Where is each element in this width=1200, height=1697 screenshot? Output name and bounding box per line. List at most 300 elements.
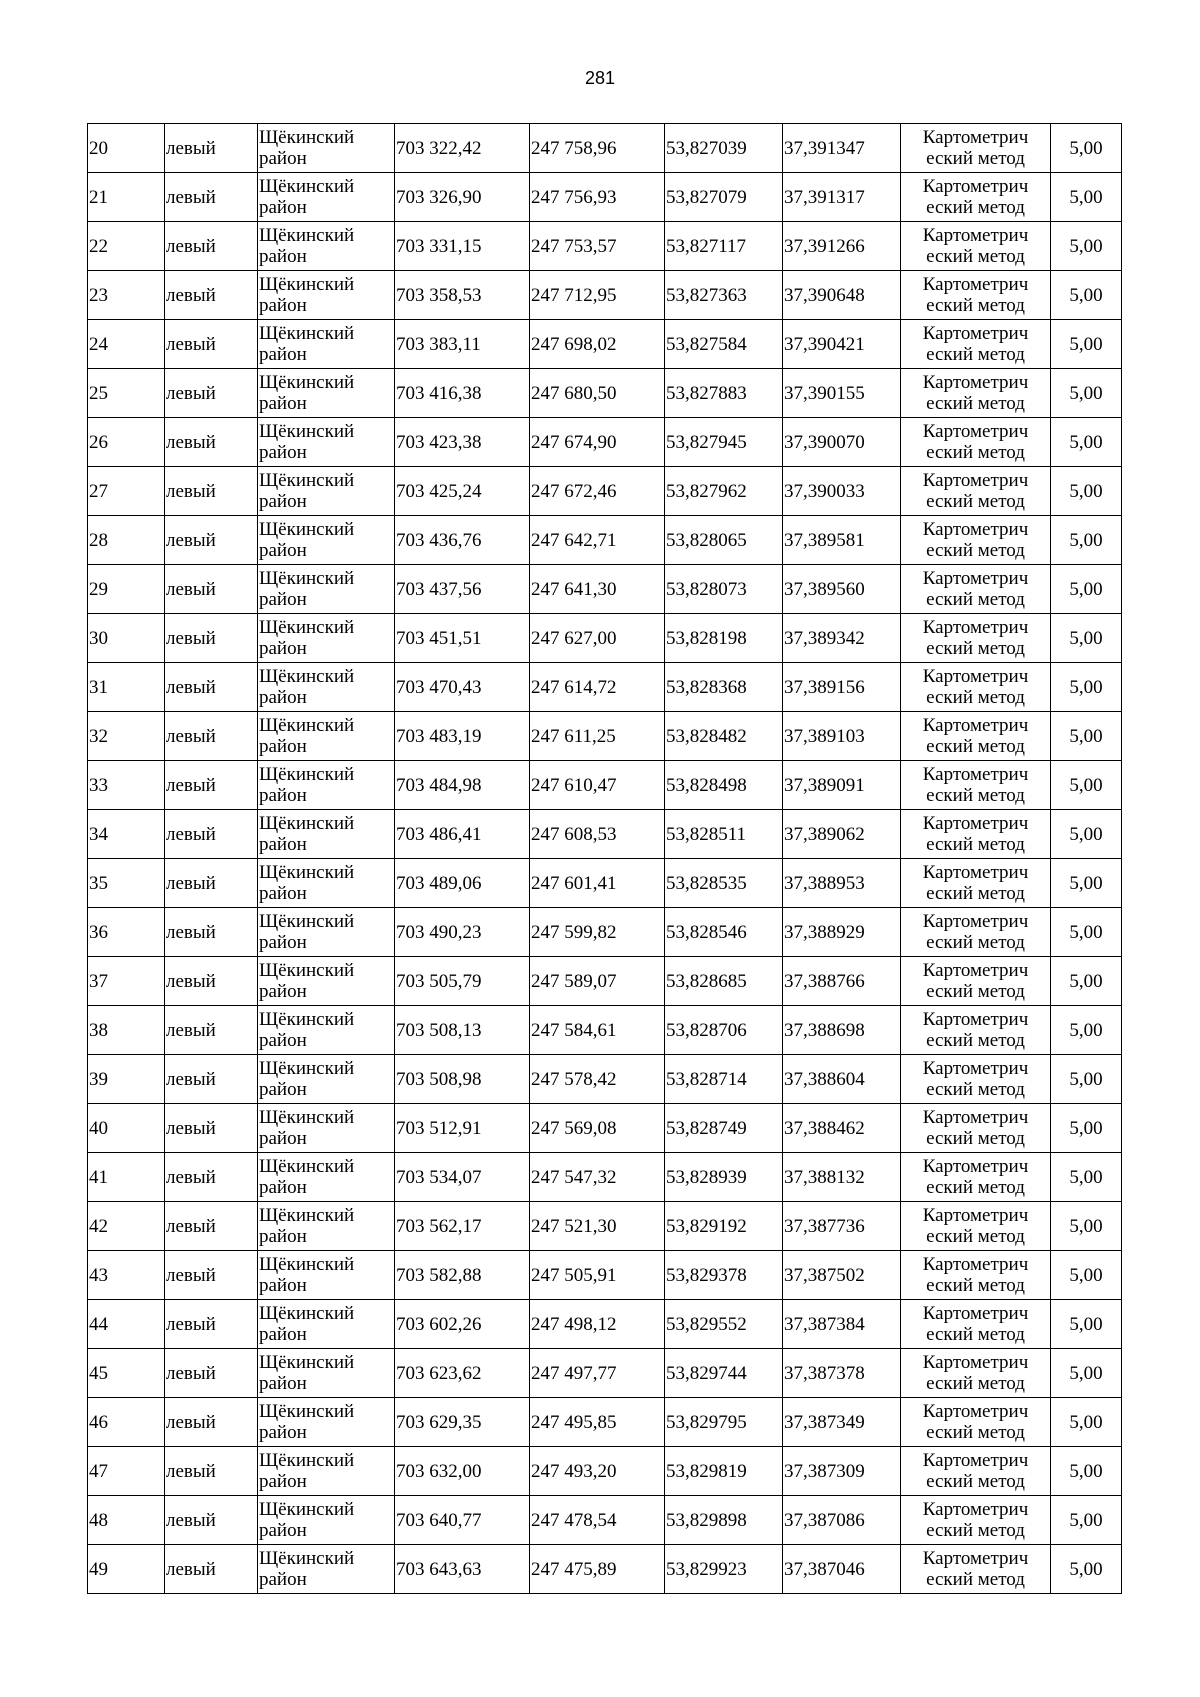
- latitude-cell: 53,829819: [665, 1447, 783, 1496]
- y-coordinate-cell: 247 495,85: [530, 1398, 665, 1447]
- y-coordinate-cell: 247 498,12: [530, 1300, 665, 1349]
- district-line: Щёкинский: [259, 1107, 355, 1128]
- latitude-cell: 53,829923: [665, 1545, 783, 1594]
- district-cell: [258, 761, 395, 810]
- point-number-cell: 21: [88, 173, 165, 222]
- x-coordinate-cell: 703 562,17: [395, 1202, 530, 1251]
- method-line: Картометрич: [922, 1401, 1029, 1422]
- table-row: [88, 1202, 1122, 1251]
- district-line: Щёкинский: [259, 1303, 355, 1324]
- district-line: Щёкинский: [259, 666, 355, 687]
- latitude-cell: 53,828368: [665, 663, 783, 712]
- district-line: Щёкинский: [259, 617, 355, 638]
- accuracy-cell: 5,00: [1051, 1006, 1122, 1055]
- method-line: Картометрич: [922, 1205, 1029, 1226]
- bank-side-cell: левый: [165, 173, 258, 222]
- y-coordinate-cell: 247 642,71: [530, 516, 665, 565]
- longitude-cell: 37,388604: [783, 1055, 901, 1104]
- point-number-cell: 40: [88, 1104, 165, 1153]
- district-cell: [258, 1447, 395, 1496]
- method-line: Картометрич: [922, 1107, 1029, 1128]
- method-cell: [901, 271, 1051, 320]
- table-row: [88, 369, 1122, 418]
- method-line: еский метод: [926, 344, 1025, 365]
- district-line: район: [259, 1128, 307, 1149]
- method-line: Картометрич: [922, 960, 1029, 981]
- longitude-cell: 37,387046: [783, 1545, 901, 1594]
- method-line: Картометрич: [922, 421, 1029, 442]
- accuracy-cell: 5,00: [1051, 761, 1122, 810]
- method-line: еский метод: [926, 1471, 1025, 1492]
- district-line: район: [259, 736, 307, 757]
- y-coordinate-cell: 247 610,47: [530, 761, 665, 810]
- method-line: еский метод: [926, 883, 1025, 904]
- latitude-cell: 53,828939: [665, 1153, 783, 1202]
- bank-side-cell: левый: [165, 516, 258, 565]
- table-row: [88, 467, 1122, 516]
- method-line: еский метод: [926, 1520, 1025, 1541]
- y-coordinate-cell: 247 611,25: [530, 712, 665, 761]
- point-number-cell: 23: [88, 271, 165, 320]
- y-coordinate-cell: 247 547,32: [530, 1153, 665, 1202]
- district-line: Щёкинский: [259, 1499, 355, 1520]
- point-number-cell: 46: [88, 1398, 165, 1447]
- x-coordinate-cell: 703 534,07: [395, 1153, 530, 1202]
- table-body: [88, 124, 1122, 1594]
- y-coordinate-cell: 247 698,02: [530, 320, 665, 369]
- accuracy-cell: 5,00: [1051, 1153, 1122, 1202]
- latitude-cell: 53,827883: [665, 369, 783, 418]
- latitude-cell: 53,828511: [665, 810, 783, 859]
- point-number-cell: 24: [88, 320, 165, 369]
- y-coordinate-cell: 247 578,42: [530, 1055, 665, 1104]
- latitude-cell: 53,827363: [665, 271, 783, 320]
- bank-side-cell: левый: [165, 1251, 258, 1300]
- x-coordinate-cell: 703 486,41: [395, 810, 530, 859]
- district-cell: [258, 957, 395, 1006]
- method-line: Картометрич: [922, 764, 1029, 785]
- x-coordinate-cell: 703 437,56: [395, 565, 530, 614]
- latitude-cell: 53,828714: [665, 1055, 783, 1104]
- district-line: Щёкинский: [259, 421, 355, 442]
- longitude-cell: 37,387349: [783, 1398, 901, 1447]
- method-cell: [901, 810, 1051, 859]
- method-cell: [901, 124, 1051, 173]
- longitude-cell: 37,388766: [783, 957, 901, 1006]
- point-number-cell: 49: [88, 1545, 165, 1594]
- method-line: еский метод: [926, 1422, 1025, 1443]
- y-coordinate-cell: 247 680,50: [530, 369, 665, 418]
- district-line: район: [259, 1520, 307, 1541]
- district-line: Щёкинский: [259, 1254, 355, 1275]
- point-number-cell: 42: [88, 1202, 165, 1251]
- latitude-cell: 53,828073: [665, 565, 783, 614]
- table-row: [88, 1055, 1122, 1104]
- district-line: Щёкинский: [259, 715, 355, 736]
- method-cell: [901, 1300, 1051, 1349]
- x-coordinate-cell: 703 416,38: [395, 369, 530, 418]
- x-coordinate-cell: 703 423,38: [395, 418, 530, 467]
- district-line: район: [259, 1226, 307, 1247]
- district-line: Щёкинский: [259, 911, 355, 932]
- method-cell: [901, 712, 1051, 761]
- table-row: [88, 1496, 1122, 1545]
- latitude-cell: 53,828482: [665, 712, 783, 761]
- method-cell: [901, 173, 1051, 222]
- district-cell: [258, 369, 395, 418]
- district-line: Щёкинский: [259, 568, 355, 589]
- bank-side-cell: левый: [165, 761, 258, 810]
- district-line: район: [259, 1177, 307, 1198]
- accuracy-cell: 5,00: [1051, 908, 1122, 957]
- district-cell: [258, 565, 395, 614]
- method-cell: [901, 418, 1051, 467]
- district-line: Щёкинский: [259, 127, 355, 148]
- district-line: район: [259, 442, 307, 463]
- accuracy-cell: 5,00: [1051, 418, 1122, 467]
- district-line: район: [259, 1422, 307, 1443]
- method-line: еский метод: [926, 638, 1025, 659]
- x-coordinate-cell: 703 505,79: [395, 957, 530, 1006]
- longitude-cell: 37,390421: [783, 320, 901, 369]
- method-line: Картометрич: [922, 617, 1029, 638]
- district-cell: [258, 859, 395, 908]
- method-line: еский метод: [926, 540, 1025, 561]
- accuracy-cell: 5,00: [1051, 173, 1122, 222]
- district-line: район: [259, 1275, 307, 1296]
- district-line: район: [259, 589, 307, 610]
- latitude-cell: 53,828498: [665, 761, 783, 810]
- method-line: еский метод: [926, 1275, 1025, 1296]
- table-row: [88, 222, 1122, 271]
- method-line: Картометрич: [922, 323, 1029, 344]
- bank-side-cell: левый: [165, 908, 258, 957]
- method-cell: [901, 908, 1051, 957]
- longitude-cell: 37,387309: [783, 1447, 901, 1496]
- accuracy-cell: 5,00: [1051, 1545, 1122, 1594]
- method-cell: [901, 1153, 1051, 1202]
- district-cell: [258, 516, 395, 565]
- x-coordinate-cell: 703 640,77: [395, 1496, 530, 1545]
- accuracy-cell: 5,00: [1051, 1349, 1122, 1398]
- y-coordinate-cell: 247 569,08: [530, 1104, 665, 1153]
- point-number-cell: 28: [88, 516, 165, 565]
- district-line: Щёкинский: [259, 1548, 355, 1569]
- district-line: район: [259, 1079, 307, 1100]
- y-coordinate-cell: 247 505,91: [530, 1251, 665, 1300]
- bank-side-cell: левый: [165, 320, 258, 369]
- longitude-cell: 37,391317: [783, 173, 901, 222]
- y-coordinate-cell: 247 497,77: [530, 1349, 665, 1398]
- method-line: еский метод: [926, 1226, 1025, 1247]
- method-line: Картометрич: [922, 813, 1029, 834]
- district-cell: [258, 320, 395, 369]
- point-number-cell: 30: [88, 614, 165, 663]
- method-line: Картометрич: [922, 519, 1029, 540]
- method-line: еский метод: [926, 197, 1025, 218]
- method-cell: [901, 320, 1051, 369]
- latitude-cell: 53,827584: [665, 320, 783, 369]
- accuracy-cell: 5,00: [1051, 467, 1122, 516]
- latitude-cell: 53,829192: [665, 1202, 783, 1251]
- method-line: Картометрич: [922, 274, 1029, 295]
- latitude-cell: 53,828546: [665, 908, 783, 957]
- latitude-cell: 53,828749: [665, 1104, 783, 1153]
- point-number-cell: 47: [88, 1447, 165, 1496]
- table-row: [88, 663, 1122, 712]
- district-line: Щёкинский: [259, 372, 355, 393]
- method-line: Картометрич: [922, 666, 1029, 687]
- longitude-cell: 37,387502: [783, 1251, 901, 1300]
- table-row: [88, 271, 1122, 320]
- y-coordinate-cell: 247 584,61: [530, 1006, 665, 1055]
- method-line: Картометрич: [922, 1303, 1029, 1324]
- method-line: еский метод: [926, 393, 1025, 414]
- point-number-cell: 45: [88, 1349, 165, 1398]
- method-line: Картометрич: [922, 715, 1029, 736]
- table-row: [88, 1251, 1122, 1300]
- point-number-cell: 41: [88, 1153, 165, 1202]
- district-line: Щёкинский: [259, 176, 355, 197]
- accuracy-cell: 5,00: [1051, 271, 1122, 320]
- point-number-cell: 31: [88, 663, 165, 712]
- bank-side-cell: левый: [165, 418, 258, 467]
- method-line: Картометрич: [922, 1450, 1029, 1471]
- longitude-cell: 37,387086: [783, 1496, 901, 1545]
- bank-side-cell: левый: [165, 1447, 258, 1496]
- method-cell: [901, 1349, 1051, 1398]
- latitude-cell: 53,829744: [665, 1349, 783, 1398]
- y-coordinate-cell: 247 753,57: [530, 222, 665, 271]
- method-line: еский метод: [926, 295, 1025, 316]
- accuracy-cell: 5,00: [1051, 1496, 1122, 1545]
- accuracy-cell: 5,00: [1051, 1447, 1122, 1496]
- method-cell: [901, 222, 1051, 271]
- longitude-cell: 37,388698: [783, 1006, 901, 1055]
- y-coordinate-cell: 247 478,54: [530, 1496, 665, 1545]
- longitude-cell: 37,390155: [783, 369, 901, 418]
- x-coordinate-cell: 703 623,62: [395, 1349, 530, 1398]
- table-row: [88, 761, 1122, 810]
- bank-side-cell: левый: [165, 712, 258, 761]
- y-coordinate-cell: 247 672,46: [530, 467, 665, 516]
- longitude-cell: 37,389581: [783, 516, 901, 565]
- latitude-cell: 53,829898: [665, 1496, 783, 1545]
- longitude-cell: 37,390033: [783, 467, 901, 516]
- district-cell: [258, 418, 395, 467]
- bank-side-cell: левый: [165, 614, 258, 663]
- x-coordinate-cell: 703 508,98: [395, 1055, 530, 1104]
- accuracy-cell: 5,00: [1051, 663, 1122, 712]
- district-cell: [258, 1251, 395, 1300]
- table-row: [88, 1398, 1122, 1447]
- longitude-cell: 37,387384: [783, 1300, 901, 1349]
- y-coordinate-cell: 247 614,72: [530, 663, 665, 712]
- longitude-cell: 37,390070: [783, 418, 901, 467]
- longitude-cell: 37,389156: [783, 663, 901, 712]
- x-coordinate-cell: 703 326,90: [395, 173, 530, 222]
- method-cell: [901, 1447, 1051, 1496]
- x-coordinate-cell: 703 425,24: [395, 467, 530, 516]
- latitude-cell: 53,828198: [665, 614, 783, 663]
- point-number-cell: 48: [88, 1496, 165, 1545]
- method-line: Картометрич: [922, 176, 1029, 197]
- district-cell: [258, 1496, 395, 1545]
- district-line: район: [259, 981, 307, 1002]
- bank-side-cell: левый: [165, 1545, 258, 1594]
- district-line: район: [259, 638, 307, 659]
- method-line: Картометрич: [922, 1009, 1029, 1030]
- district-line: Щёкинский: [259, 1009, 355, 1030]
- district-line: район: [259, 1569, 307, 1590]
- method-line: еский метод: [926, 1569, 1025, 1590]
- x-coordinate-cell: 703 512,91: [395, 1104, 530, 1153]
- table-row: [88, 418, 1122, 467]
- bank-side-cell: левый: [165, 1153, 258, 1202]
- method-line: еский метод: [926, 1128, 1025, 1149]
- x-coordinate-cell: 703 508,13: [395, 1006, 530, 1055]
- point-number-cell: 20: [88, 124, 165, 173]
- x-coordinate-cell: 703 483,19: [395, 712, 530, 761]
- method-line: еский метод: [926, 932, 1025, 953]
- y-coordinate-cell: 247 674,90: [530, 418, 665, 467]
- table-row: [88, 908, 1122, 957]
- accuracy-cell: 5,00: [1051, 1055, 1122, 1104]
- method-line: Картометрич: [922, 1254, 1029, 1275]
- method-line: Картометрич: [922, 1548, 1029, 1569]
- method-line: еский метод: [926, 1373, 1025, 1394]
- method-cell: [901, 1545, 1051, 1594]
- district-line: район: [259, 883, 307, 904]
- district-line: Щёкинский: [259, 1450, 355, 1471]
- point-number-cell: 35: [88, 859, 165, 908]
- point-number-cell: 22: [88, 222, 165, 271]
- point-number-cell: 26: [88, 418, 165, 467]
- y-coordinate-cell: 247 601,41: [530, 859, 665, 908]
- district-cell: [258, 173, 395, 222]
- method-line: Картометрич: [922, 225, 1029, 246]
- y-coordinate-cell: 247 758,96: [530, 124, 665, 173]
- point-number-cell: 43: [88, 1251, 165, 1300]
- x-coordinate-cell: 703 383,11: [395, 320, 530, 369]
- table-row: [88, 516, 1122, 565]
- district-line: район: [259, 687, 307, 708]
- y-coordinate-cell: 247 493,20: [530, 1447, 665, 1496]
- method-line: еский метод: [926, 491, 1025, 512]
- district-line: Щёкинский: [259, 1156, 355, 1177]
- y-coordinate-cell: 247 608,53: [530, 810, 665, 859]
- method-line: Картометрич: [922, 1352, 1029, 1373]
- district-line: Щёкинский: [259, 960, 355, 981]
- longitude-cell: 37,391266: [783, 222, 901, 271]
- table-row: [88, 1349, 1122, 1398]
- accuracy-cell: 5,00: [1051, 810, 1122, 859]
- method-line: еский метод: [926, 589, 1025, 610]
- method-line: Картометрич: [922, 1058, 1029, 1079]
- bank-side-cell: левый: [165, 1398, 258, 1447]
- method-cell: [901, 957, 1051, 1006]
- latitude-cell: 53,829552: [665, 1300, 783, 1349]
- district-cell: [258, 614, 395, 663]
- point-number-cell: 32: [88, 712, 165, 761]
- bank-side-cell: левый: [165, 859, 258, 908]
- longitude-cell: 37,388132: [783, 1153, 901, 1202]
- accuracy-cell: 5,00: [1051, 614, 1122, 663]
- method-line: еский метод: [926, 148, 1025, 169]
- district-line: Щёкинский: [259, 813, 355, 834]
- district-cell: [258, 663, 395, 712]
- method-line: Картометрич: [922, 372, 1029, 393]
- longitude-cell: 37,388462: [783, 1104, 901, 1153]
- table-row: [88, 859, 1122, 908]
- point-number-cell: 34: [88, 810, 165, 859]
- method-line: еский метод: [926, 1324, 1025, 1345]
- y-coordinate-cell: 247 641,30: [530, 565, 665, 614]
- method-line: еский метод: [926, 1030, 1025, 1051]
- x-coordinate-cell: 703 451,51: [395, 614, 530, 663]
- accuracy-cell: 5,00: [1051, 1398, 1122, 1447]
- y-coordinate-cell: 247 599,82: [530, 908, 665, 957]
- method-cell: [901, 467, 1051, 516]
- bank-side-cell: левый: [165, 124, 258, 173]
- district-line: район: [259, 1471, 307, 1492]
- district-cell: [258, 712, 395, 761]
- x-coordinate-cell: 703 358,53: [395, 271, 530, 320]
- district-line: Щёкинский: [259, 1205, 355, 1226]
- bank-side-cell: левый: [165, 1496, 258, 1545]
- district-line: Щёкинский: [259, 274, 355, 295]
- method-cell: [901, 369, 1051, 418]
- latitude-cell: 53,828685: [665, 957, 783, 1006]
- x-coordinate-cell: 703 632,00: [395, 1447, 530, 1496]
- method-cell: [901, 1202, 1051, 1251]
- latitude-cell: 53,827962: [665, 467, 783, 516]
- bank-side-cell: левый: [165, 467, 258, 516]
- longitude-cell: 37,387736: [783, 1202, 901, 1251]
- accuracy-cell: 5,00: [1051, 1251, 1122, 1300]
- x-coordinate-cell: 703 490,23: [395, 908, 530, 957]
- y-coordinate-cell: 247 712,95: [530, 271, 665, 320]
- method-cell: [901, 1055, 1051, 1104]
- district-line: Щёкинский: [259, 1401, 355, 1422]
- x-coordinate-cell: 703 484,98: [395, 761, 530, 810]
- method-line: Картометрич: [922, 1156, 1029, 1177]
- latitude-cell: 53,827039: [665, 124, 783, 173]
- district-line: район: [259, 246, 307, 267]
- longitude-cell: 37,389560: [783, 565, 901, 614]
- table-row: [88, 957, 1122, 1006]
- accuracy-cell: 5,00: [1051, 320, 1122, 369]
- method-line: еский метод: [926, 785, 1025, 806]
- district-cell: [258, 1300, 395, 1349]
- district-cell: [258, 1398, 395, 1447]
- bank-side-cell: левый: [165, 222, 258, 271]
- longitude-cell: 37,389103: [783, 712, 901, 761]
- latitude-cell: 53,827079: [665, 173, 783, 222]
- bank-side-cell: левый: [165, 271, 258, 320]
- district-line: Щёкинский: [259, 225, 355, 246]
- district-line: район: [259, 393, 307, 414]
- district-line: Щёкинский: [259, 862, 355, 883]
- x-coordinate-cell: 703 643,63: [395, 1545, 530, 1594]
- x-coordinate-cell: 703 602,26: [395, 1300, 530, 1349]
- latitude-cell: 53,827945: [665, 418, 783, 467]
- district-line: Щёкинский: [259, 1058, 355, 1079]
- point-number-cell: 36: [88, 908, 165, 957]
- district-cell: [258, 908, 395, 957]
- method-cell: [901, 565, 1051, 614]
- district-line: район: [259, 197, 307, 218]
